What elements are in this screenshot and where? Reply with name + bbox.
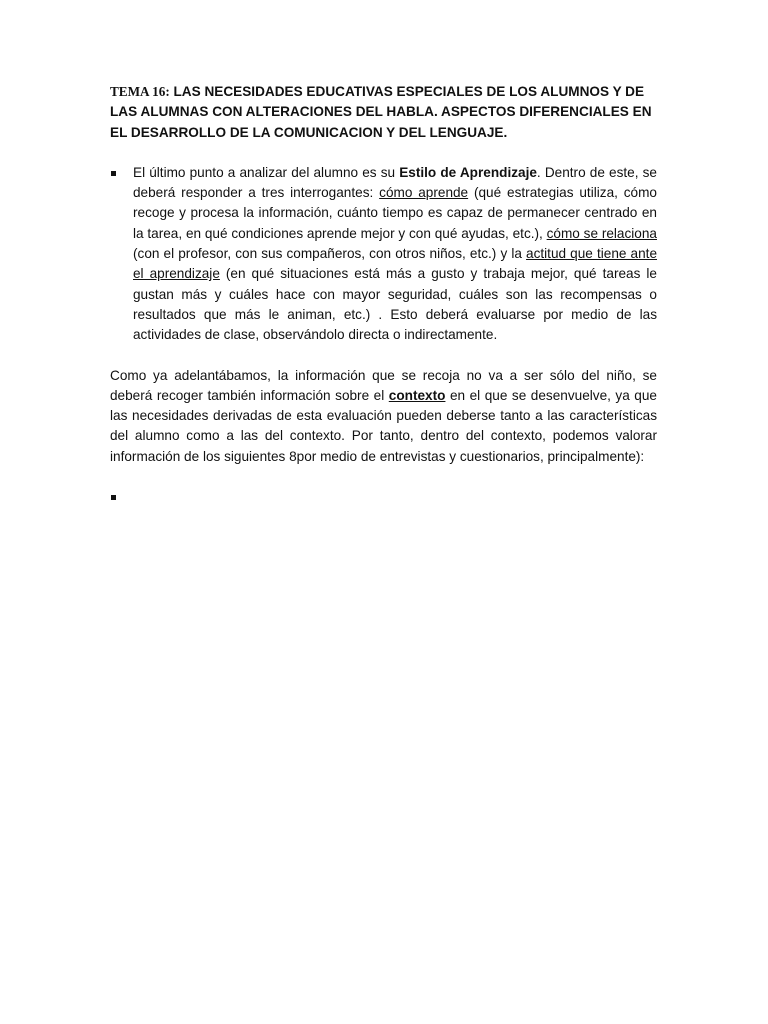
title-text: LAS NECESIDADES EDUCATIVAS ESPECIALES DE LOS ALUMNOS Y DE LAS ALUMNAS CON ALTERACIONES DEL HABLA. ASPECTOS DIFERENCIALES EN EL DESARROLLO DE LA COMUNICACION Y DEL LENGUAJE. [110, 84, 652, 140]
underlined-term: cómo se relaciona [546, 225, 657, 241]
document-title [110, 82, 657, 143]
empty-list-item [110, 487, 657, 507]
text-run: . Dentro de este, se deberá responder a tres interrogantes: [133, 164, 657, 201]
list-item-learning-style [110, 163, 657, 346]
underlined-term: actitud que tiene ante el aprendizaje [133, 246, 658, 282]
bold-underlined-term: contexto [388, 387, 446, 403]
underlined-term: cómo aprende [379, 185, 469, 201]
text-run: Como ya adelantábamos, la información que se recoja no va a ser sólo del niño, se deberá recoger también información sobre el [110, 367, 657, 403]
text-run: El último punto a analizar del alumno es su [133, 164, 400, 180]
square-bullet-icon [111, 171, 116, 176]
context-paragraph [110, 366, 657, 467]
document-body [110, 82, 657, 507]
text-run: (con el profesor, con sus compañeros, con otros niños, etc.) y la [133, 246, 527, 262]
bullet-list [110, 163, 657, 346]
bold-term: Estilo de Aprendizaje [399, 164, 537, 180]
text-run: en el que se desenvuelve, ya que las necesidades derivadas de esta evaluación pueden deberse tanto a las características del alumno como a las del contexto. Por tanto, dentro del contexto, podemos valorar información de los siguientes 8por medio de entrevistas y cuestionarios, principalmente): [110, 387, 657, 464]
title-prefix: TEMA 16: [110, 84, 170, 99]
text-run: (en qué situaciones está más a gusto y trabaja mejor, qué tareas le gustan más y cuáles hace con mayor seguridad, cuáles son las recompensas o resultados que más le animan, etc.) . Esto deberá evaluarse por medio de las actividades de clase, observándolo directa o indirectamente. [133, 266, 657, 343]
square-bullet-icon [111, 495, 116, 500]
text-run: (qué estrategias utiliza, cómo recoge y procesa la información, cuánto tiempo es capaz de permanecer centrado en la tarea, en qué condiciones aprende mejor y con qué ayudas, etc.), [133, 185, 657, 241]
